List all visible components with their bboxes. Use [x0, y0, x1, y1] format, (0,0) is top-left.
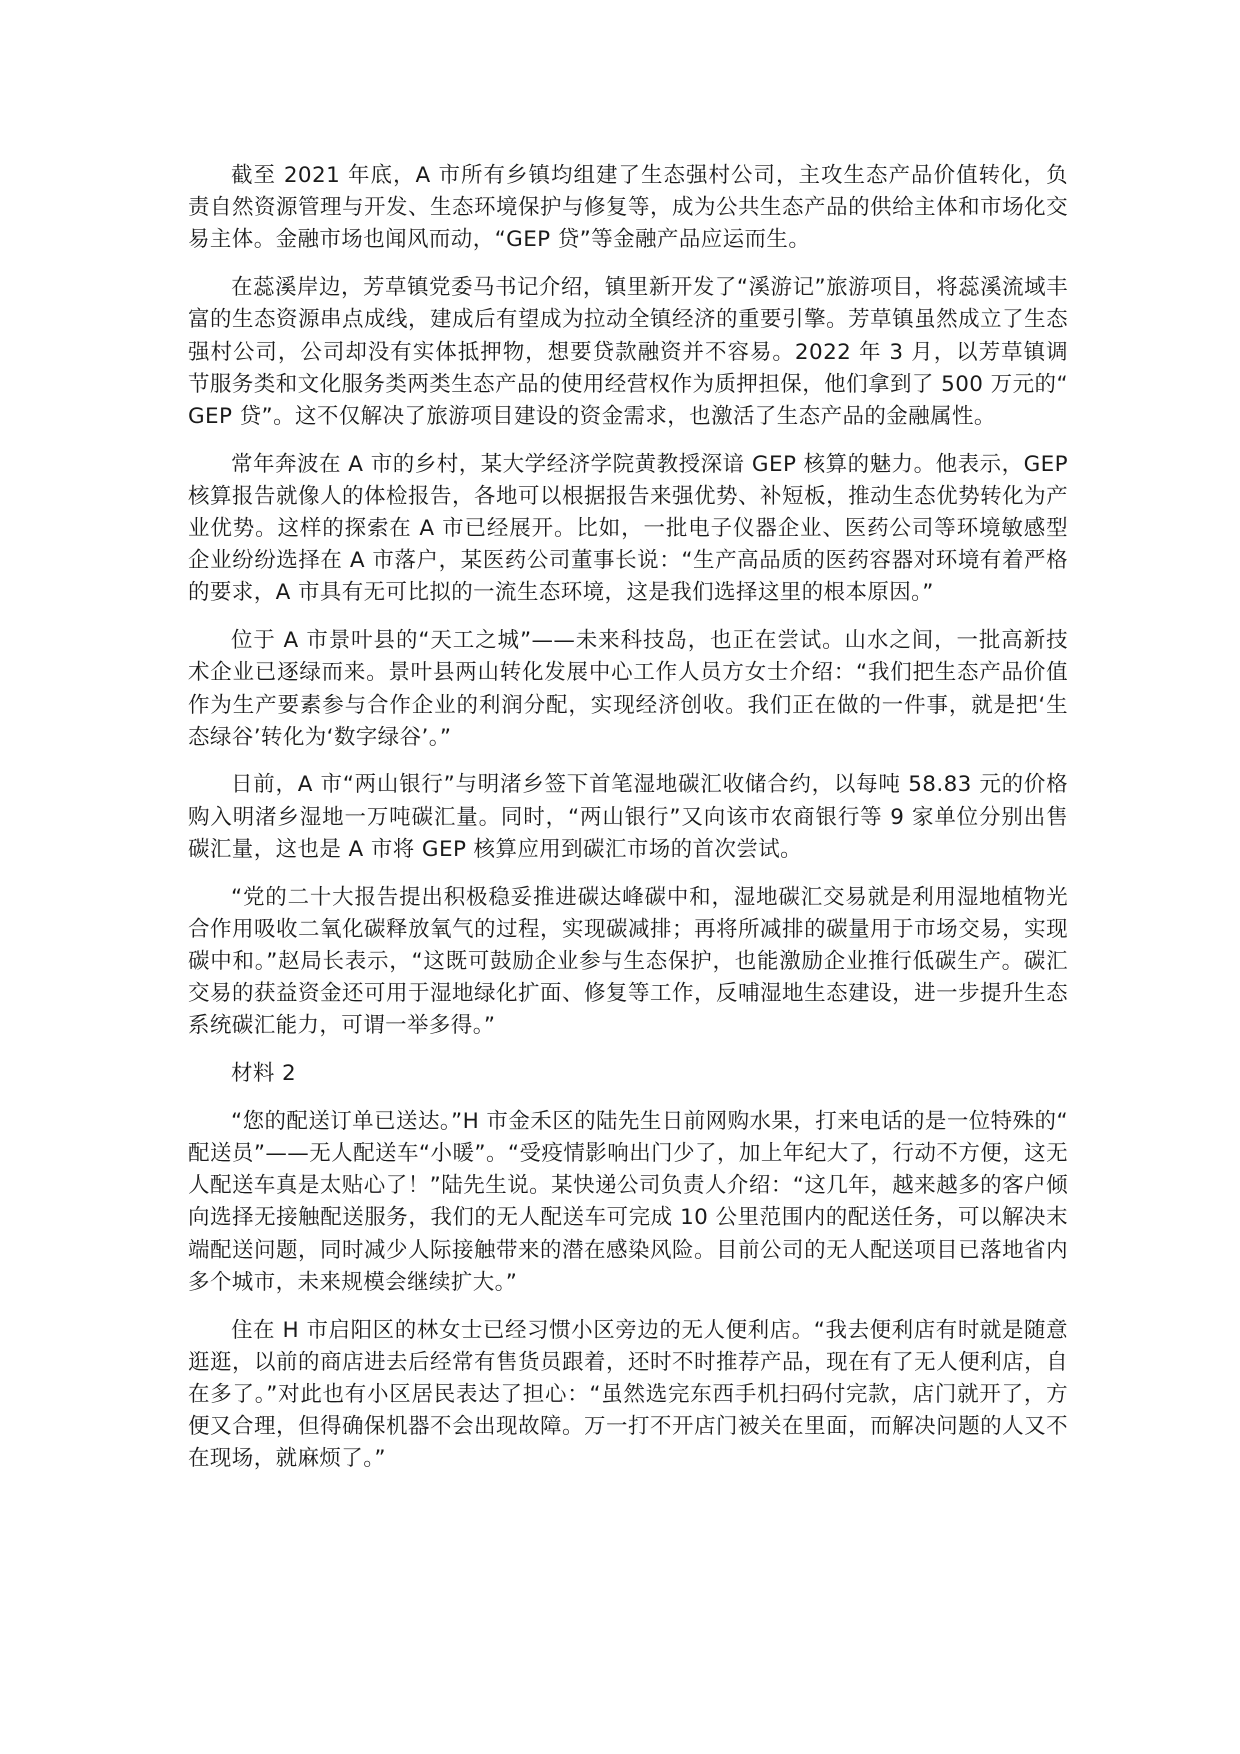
- document-page: [188, 160, 1068, 1491]
- paragraph-eco-companies: 截至 2021 年底，A 市所有乡镇均组建了生态强村公司，主攻生态产品价值转化，负责自然资源管理与开发、生态环境保护与修复等，成为公共生态产品的供给主体和市场化交易主体。金融市场也闻风而动，“GEP 贷”等金融产品应运而生。: [188, 163, 1068, 253]
- paragraph-carbon-trading: “党的二十大报告提出积极稳妥推进碳达峰碳中和，湿地碳汇交易就是利用湿地植物光合作用吸收二氧化碳释放氧气的过程，实现碳减排；再将所减排的碳量用于市场交易，实现碳中和。”赵局长表示，“这既可鼓励企业参与生态保护，也能激励企业推行低碳生产。碳汇交易的获益资金还可用于湿地绿化扩面、修复等工作，反哺湿地生态建设，进一步提升生态系统碳汇能力，可谓一举多得。”: [188, 884, 1068, 1039]
- paragraph-unmanned-store: 住在 H 市启阳区的林女士已经习惯小区旁边的无人便利店。“我去便利店有时就是随意逛逛，以前的商店进去后经常有售货员跟着，还时不时推荐产品，现在有了无人便利店，自在多了。”对此也有小区居民表达了担心：“虽然选完东西手机扫码付完款，店门就开了，方便又合理，但得确保机器不会出现故障。万一打不开店门被关在里面，而解决问题的人又不在现场，就麻烦了。”: [188, 1317, 1068, 1472]
- paragraph-carbon-contract: 日前，A 市“两山银行”与明渚乡签下首笔湿地碳汇收储合约，以每吨 58.83 元的价格购入明渚乡湿地一万吨碳汇量。同时，“两山银行”又向该市农商银行等 9 家单位分别出售碳汇量，这也是 A 市将 GEP 核算应用到碳汇市场的首次尝试。: [188, 772, 1068, 862]
- paragraph-gep-loan: 在蕊溪岸边，芳草镇党委马书记介绍，镇里新开发了“溪游记”旅游项目，将蕊溪流域丰富的生态资源串点成线，建成后有望成为拉动全镇经济的重要引擎。芳草镇虽然成立了生态强村公司，公司却没有实体抵押物，想要贷款融资并不容易。2022 年 3 月，以芳草镇调节服务类和文化服务类两类生态产品的使用经营权作为质押担保，他们拿到了 500 万元的“GEP 贷”。这不仅解决了旅游项目建设的资金需求，也激活了生态产品的金融属性。: [188, 275, 1068, 429]
- paragraph-unmanned-delivery: “您的配送订单已送达。”H 市金禾区的陆先生日前网购水果，打来电话的是一位特殊的“配送员”——无人配送车“小暖”。“受疫情影响出门少了，加上年纪大了，行动不方便，这无人配送车真是太贴心了！”陆先生说。某快递公司负责人介绍：“这几年，越来越多的客户倾向选择无接触配送服务，我们的无人配送车可完成 10 公里范围内的配送任务，可以解决末端配送问题，同时减少人际接触带来的潜在感染风险。目前公司的无人配送项目已落地省内多个城市，未来规模会继续扩大。”: [188, 1108, 1068, 1295]
- paragraph-tech-island: 位于 A 市景叶县的“天工之城”——未来科技岛，也正在尝试。山水之间，一批高新技术企业已逐绿而来。景叶县两山转化发展中心工作人员方女士介绍：“我们把生态产品价值作为生产要素参与合作企业的利润分配，实现经济创收。我们正在做的一件事，就是把‘生态绿谷’转化为‘数字绿谷’。”: [188, 628, 1068, 750]
- section-heading: 材料 2: [231, 1061, 297, 1087]
- paragraph-gep-accounting: 常年奔波在 A 市的乡村，某大学经济学院黄教授深谙 GEP 核算的魅力。他表示，GEP 核算报告就像人的体检报告，各地可以根据报告来强优势、补短板，推动生态优势转化为产业优势。这样的探索在 A 市已经展开。比如，一批电子仪器企业、医药公司等环境敏感型企业纷纷选择在 A 市落户，某医药公司董事长说：“生产高品质的医药容器对环境有着严格的要求，A 市具有无可比拟的一流生态环境，这是我们选择这里的根本原因。”: [188, 451, 1068, 606]
